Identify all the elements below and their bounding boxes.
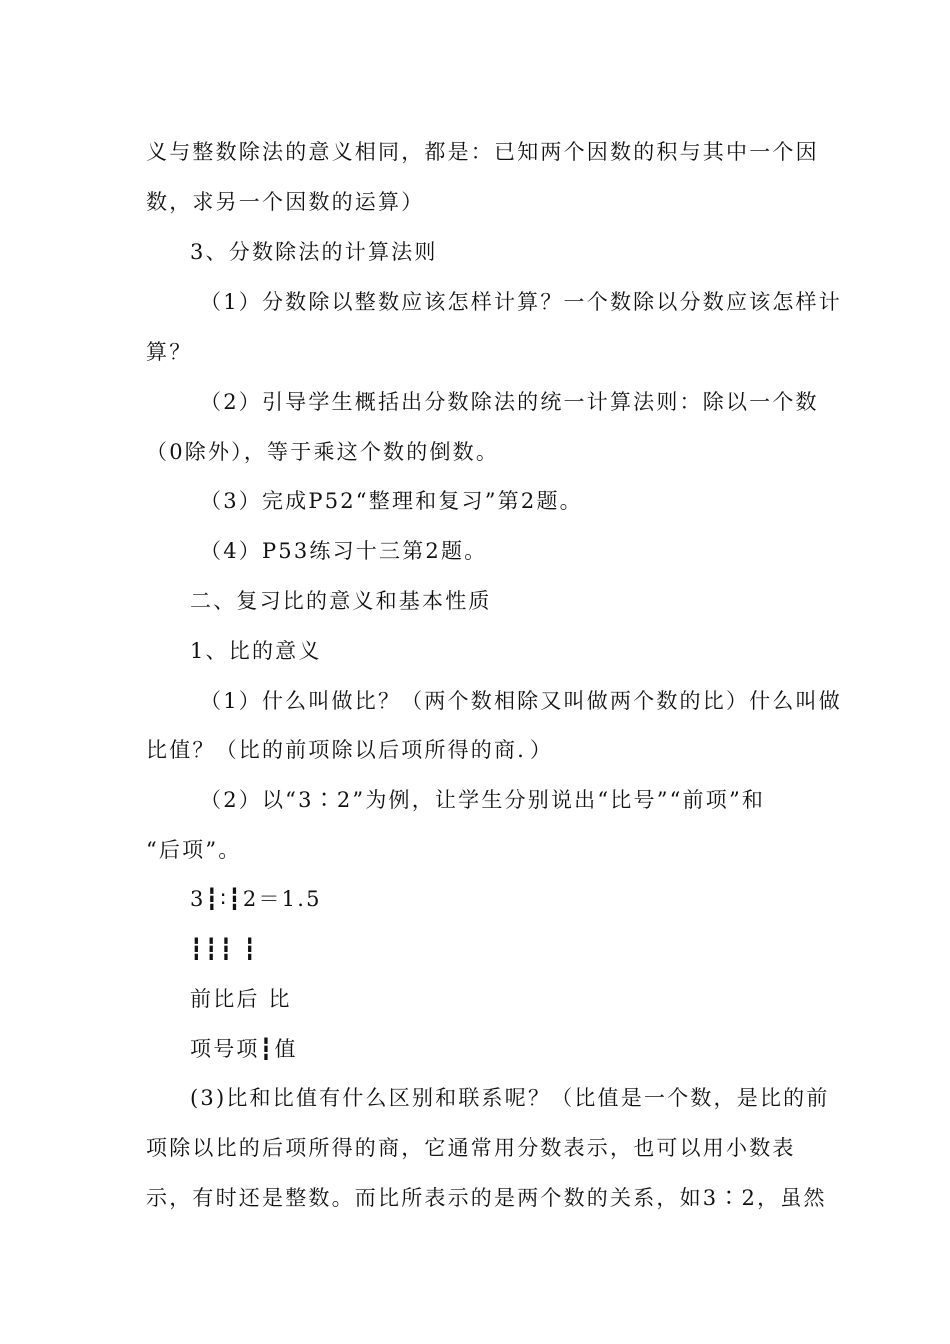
paragraph-line: 数，求另一个因数的运算） (146, 190, 425, 214)
paragraph-line: （1）分数除以整数应该怎样计算？一个数除以分数应该怎样计 (200, 290, 842, 314)
paragraph-line: （2）以“3∶2”为例，让学生分别说出“比号”“前项”和 (200, 788, 766, 812)
paragraph-line: 比值？（比的前项除以后项所得的商．） (146, 738, 554, 762)
paragraph-line: 算？ (146, 340, 193, 364)
ratio-diagram-line: ┇┇┇ ┇ (190, 937, 259, 961)
section-heading: 3、分数除法的计算法则 (190, 240, 438, 264)
paragraph-line: 义与整数除法的意义相同，都是：已知两个因数的积与其中一个因 (146, 140, 819, 164)
ratio-diagram-line: 前比后 比 (190, 987, 292, 1011)
ratio-diagram-line: 3┇∶┇2＝1.5 (190, 887, 322, 911)
paragraph-line: （1）什么叫做比？（两个数相除又叫做两个数的比）什么叫做 (200, 689, 842, 713)
paragraph-line: (3)比和比值有什么区别和联系呢？（比值是一个数，是比的前 (190, 1086, 830, 1110)
paragraph-line: （4）P53练习十三第2题。 (200, 539, 488, 563)
paragraph-line: 示，有时还是整数。而比所表示的是两个数的关系，如3∶2，虽然 (146, 1186, 827, 1210)
section-heading: 二、复习比的意义和基本性质 (190, 589, 492, 613)
section-heading: 1、比的意义 (190, 639, 322, 663)
ratio-diagram-line: 项号项┇值 (190, 1037, 298, 1061)
paragraph-line: （3）完成P52“整理和复习”第2题。 (200, 489, 583, 513)
paragraph-line: （0除外），等于乘这个数的倒数。 (146, 440, 500, 464)
paragraph-line: 项除以比的后项所得的商，它通常用分数表示，也可以用小数表 (146, 1136, 796, 1160)
paragraph-line: “后项”。 (146, 838, 242, 862)
paragraph-line: （2）引导学生概括出分数除法的统一计算法则：除以一个数 (200, 390, 819, 414)
